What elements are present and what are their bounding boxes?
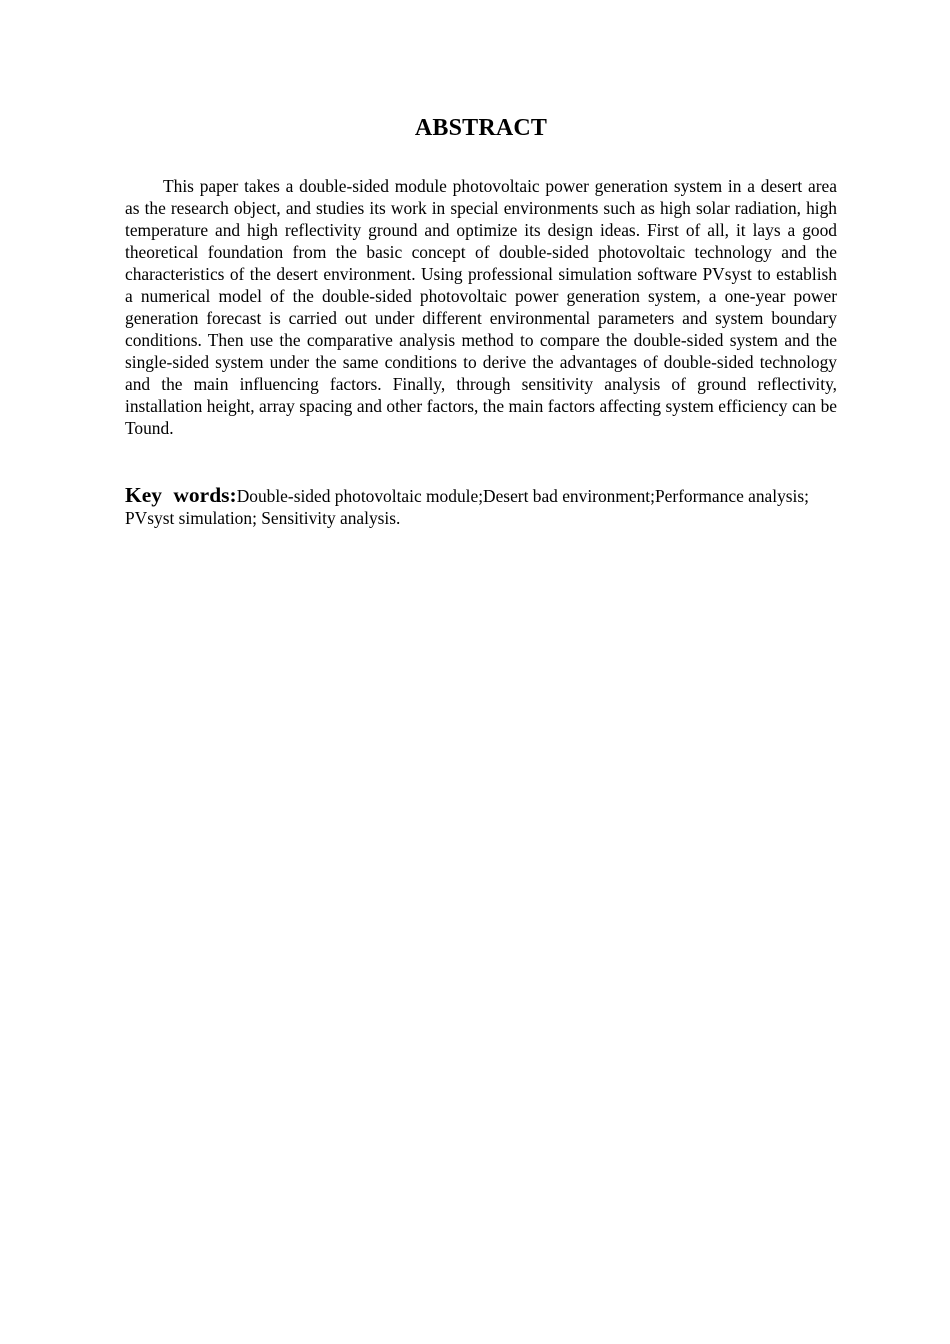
keywords-label: Key words: [125,483,237,507]
abstract-paragraph: This paper takes a double-sided module photovoltaic power generation system in a desert area as the research object, and studies its work in special environments such as high solar radiation, high temperature and high reflectivity ground and optimize its design ideas. First of all, it lays a good theoretical foundation from the basic concept of double-sided photovoltaic technology and the characteristics of the desert environment. Using professional simulation software PVsyst to establish a numerical model of the double-sided photovoltaic power generation system, a one-year power generation forecast is carried out under different environmental parameters and system boundary conditions. Then use the comparative analysis method to compare the double-sided system and the single-sided system under the same conditions to derive the advantages of double-sided technology and the main influencing factors. Finally, through sensitivity analysis of ground reflectivity, installation height, array spacing and other factors, the main factors affecting system efficiency can be Tound. [125,176,837,438]
keywords-section [125,484,837,529]
abstract-heading: ABSTRACT [414,115,548,141]
keywords-text: Double-sided photovoltaic module;Desert bad environment;Performance analysis; PVsyst simulation; Sensitivity analysis. [125,486,809,528]
